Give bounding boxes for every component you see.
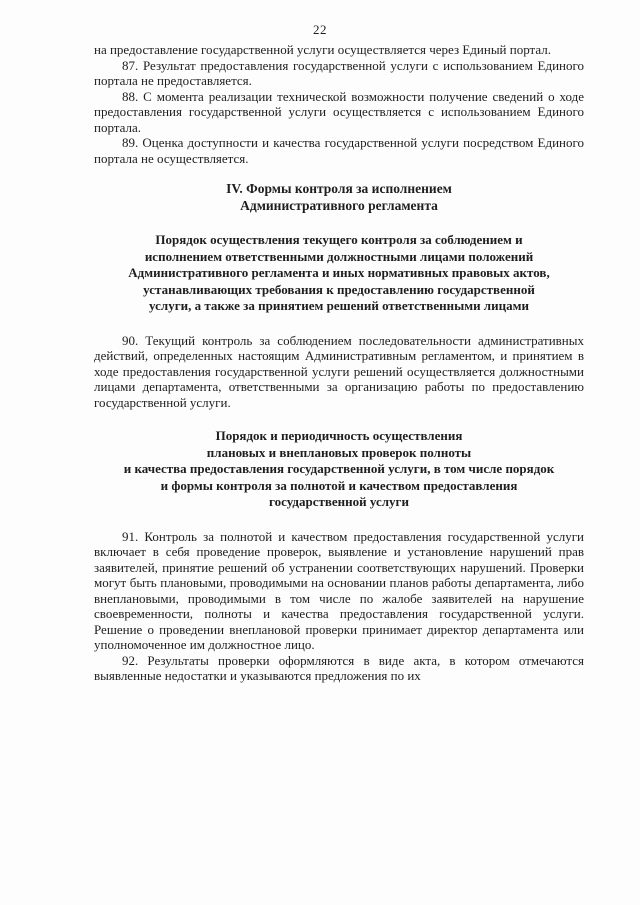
- subheading-current-control: [94, 232, 584, 315]
- subheading-inspections: [94, 428, 584, 511]
- page-number: 22: [313, 22, 327, 37]
- paragraph-87: 87. Результат предоставления государственной услуги с использованием Единого портала не предоставляется.: [94, 57, 584, 88]
- subheading-1-line-4: устанавливающих требования к предоставлению государственной: [143, 281, 535, 297]
- section-title: [94, 180, 584, 214]
- subheading-2-line-4: и формы контроля за полнотой и качеством предоставления: [160, 477, 518, 493]
- subheading-2-line-2: плановых и внеплановых проверок полноты: [206, 444, 472, 460]
- paragraph-89: 89. Оценка доступности и качества государственной услуги посредством Единого портала не осуществляется.: [94, 135, 584, 166]
- subheading-1-line-5: услуги, а также за принятием решений ответственными лицами: [149, 298, 529, 313]
- paragraph-90: 90. Текущий контроль за соблюдением последовательности административных действий, определенных настоящим Административным регламентом, и принятием в ходе предоставления государственной услуги решений осуществляется должностными лицами департамента, ответственными за организацию работы по предоставлению государственной услуги.: [94, 332, 584, 410]
- subheading-2-line-1: Порядок и периодичность осуществления: [215, 428, 463, 443]
- subheading-1-line-1: Порядок осуществления текущего контроля за соблюдением и: [155, 232, 523, 247]
- document-body: [94, 42, 584, 684]
- paragraph-92: 92. Результаты проверки оформляются в виде акта, в котором отмечаются выявленные недостатки и указываются предложения по их: [94, 652, 584, 683]
- paragraph-88: 88. С момента реализации технической возможности получение сведений о ходе предоставления государственной услуги осуществляется с использованием Единого портала.: [94, 88, 584, 135]
- subheading-1-line-2: исполнением ответственными должностными лицами положений: [144, 248, 534, 264]
- subheading-2-line-5: государственной услуги: [269, 494, 409, 509]
- section-title-line-1: IV. Формы контроля за исполнением: [226, 181, 452, 196]
- subheading-1-line-3: Административного регламента и иных нормативных правовых актов,: [128, 265, 550, 280]
- paragraph-continuation: на предоставление государственной услуги осуществляется через Единый портал.: [94, 42, 552, 57]
- paragraph-91: 91. Контроль за полнотой и качеством предоставления государственной услуги включает в себя проведение проверок, выявление и установление нарушений прав заявителей, принятие решений об устранении соответствующих нарушений. Проверки могут быть плановыми, проводимыми на основании планов работы департамента, либо внеплановыми, проводимыми в том числе по жалобе заявителей на нарушение своевременности, полноты и качества предоставления государственной услуги. Решение о проведении внеплановой проверки принимает директор департамента или уполномоченное им должностное лицо.: [94, 528, 584, 652]
- section-title-line-2: Административного регламента: [240, 198, 438, 213]
- subheading-2-line-3: и качества предоставления государственной услуги, в том числе порядок: [123, 461, 555, 476]
